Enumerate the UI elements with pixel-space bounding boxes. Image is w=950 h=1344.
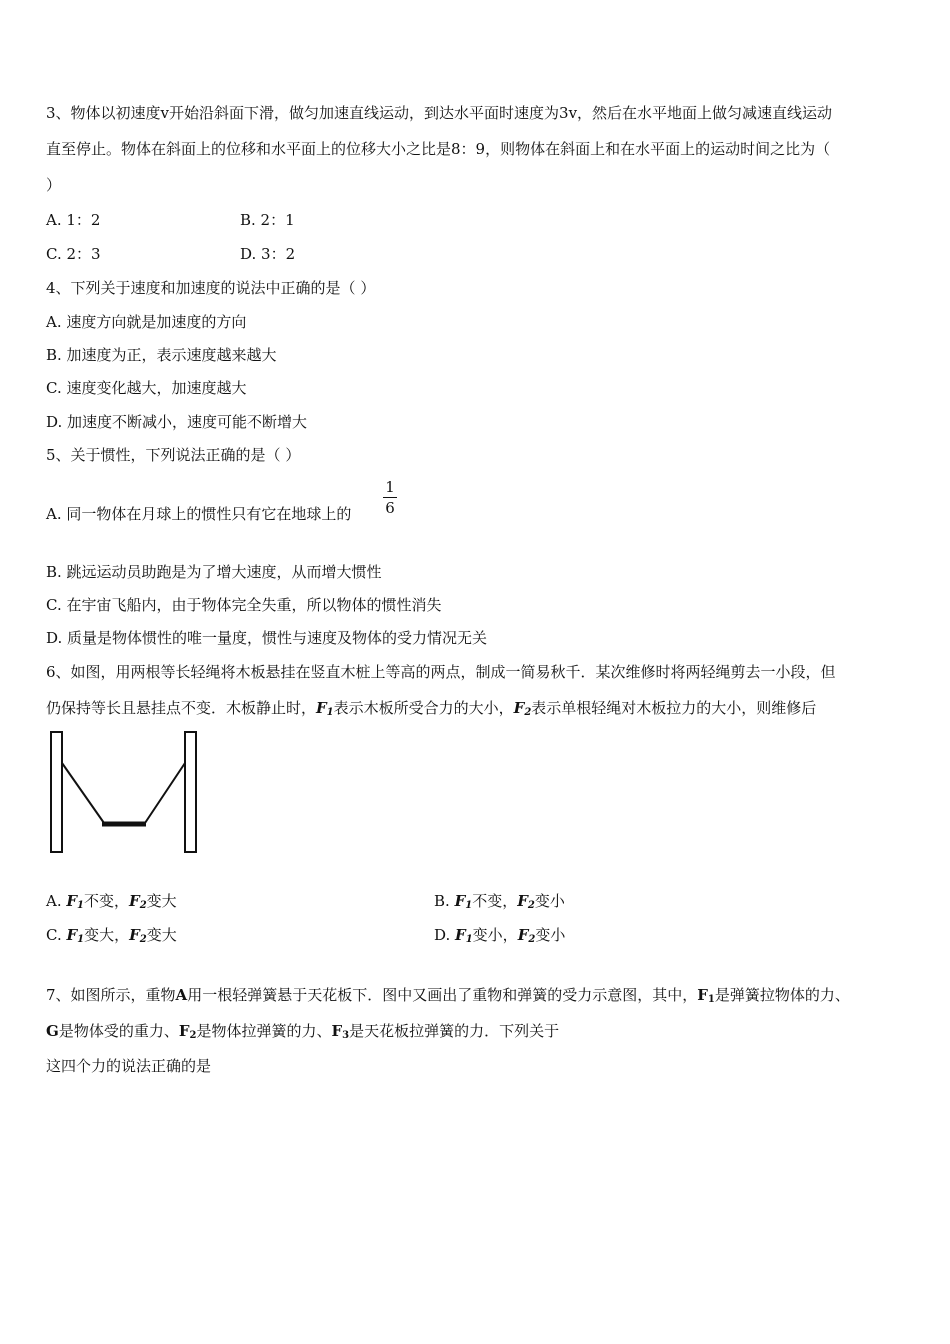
symbol-f2: $F_2$	[513, 699, 532, 718]
q7-line3: 这四个力的说法正确的是	[46, 1057, 212, 1075]
q3-option-a: A. 1：2	[46, 211, 101, 229]
fraction-one-sixth	[383, 478, 397, 517]
q7-line2: G是物体受的重力、$F_2$是物体拉弹簧的力、$F_3$是天花板拉弹簧的力．下列关于	[46, 1022, 560, 1041]
q7-line1: 7、如图所示，重物A用一根轻弹簧悬于天花板下．图中又画出了重物和弹簧的受力示意图，其中，$F_1$是弹簧拉物体的力、	[46, 986, 850, 1005]
left-rope	[62, 763, 104, 823]
q4-option-c: C. 速度变化越大，加速度越大	[46, 379, 247, 397]
q6-line2-part-c: 表示单根轻绳对木板拉力的大小，则维修后	[531, 699, 817, 717]
q4-stem: 4、下列关于速度和加速度的说法中正确的是（ ）	[46, 279, 376, 297]
q3-line3: ）	[46, 176, 62, 194]
q6-option-c: C. $F_1$变大，$F_2$变大	[46, 926, 177, 945]
fraction-denominator: 6	[385, 499, 395, 517]
q4-option-b: B. 加速度为正，表示速度越来越大	[46, 346, 277, 364]
q6-option-a: A. $F_1$不变，$F_2$变大	[46, 892, 177, 911]
q5-stem: 5、关于惯性，下列说法正确的是（ ）	[46, 446, 301, 464]
q3-line2: 直至停止。物体在斜面上的位移和水平面上的位移大小之比是8：9，则物体在斜面上和在水平面上的运动时间之比为（	[46, 140, 831, 158]
symbol-f1: $F_1$	[316, 699, 334, 718]
q5-option-a: A. 同一物体在月球上的惯性只有它在地球上的	[46, 505, 352, 523]
left-post	[51, 732, 62, 852]
q6-option-b: B. $F_1$不变，$F_2$变小	[434, 892, 565, 911]
q6-line1: 6、如图，用两根等长轻绳将木板悬挂在竖直木桩上等高的两点，制成一简易秋千．某次维修时将两轻绳剪去一小段，但	[46, 663, 836, 681]
q6-line2-part-b: 表示木板所受合力的大小，	[333, 699, 514, 717]
swing-diagram	[46, 730, 202, 856]
q3-line1: 3、物体以初速度v开始沿斜面下滑，做匀加速直线运动，到达水平面时速度为3v，然后在水平地面上做匀减速直线运动	[46, 104, 833, 122]
right-rope	[145, 763, 185, 823]
q4-option-d: D. 加速度不断减小，速度可能不断增大	[46, 413, 308, 431]
fraction-bar	[383, 497, 397, 498]
q4-option-a: A. 速度方向就是加速度的方向	[46, 313, 247, 331]
right-post	[185, 732, 196, 852]
q5-option-d: D. 质量是物体惯性的唯一量度，惯性与速度及物体的受力情况无关	[46, 629, 488, 647]
q3-option-b: B. 2：1	[240, 211, 295, 229]
q3-option-c: C. 2：3	[46, 245, 101, 263]
q6-line2	[46, 698, 816, 723]
q6-option-d: D. $F_1$变小，$F_2$变小	[434, 926, 566, 945]
fraction-numerator: 1	[385, 478, 395, 496]
q5-option-c: C. 在宇宙飞船内，由于物体完全失重，所以物体的惯性消失	[46, 596, 442, 614]
q6-line2-part-a: 仍保持等长且悬挂点不变．木板静止时，	[46, 699, 317, 717]
q3-option-d: D. 3：2	[240, 245, 296, 263]
q5-option-b: B. 跳远运动员助跑是为了增大速度，从而增大惯性	[46, 563, 382, 581]
